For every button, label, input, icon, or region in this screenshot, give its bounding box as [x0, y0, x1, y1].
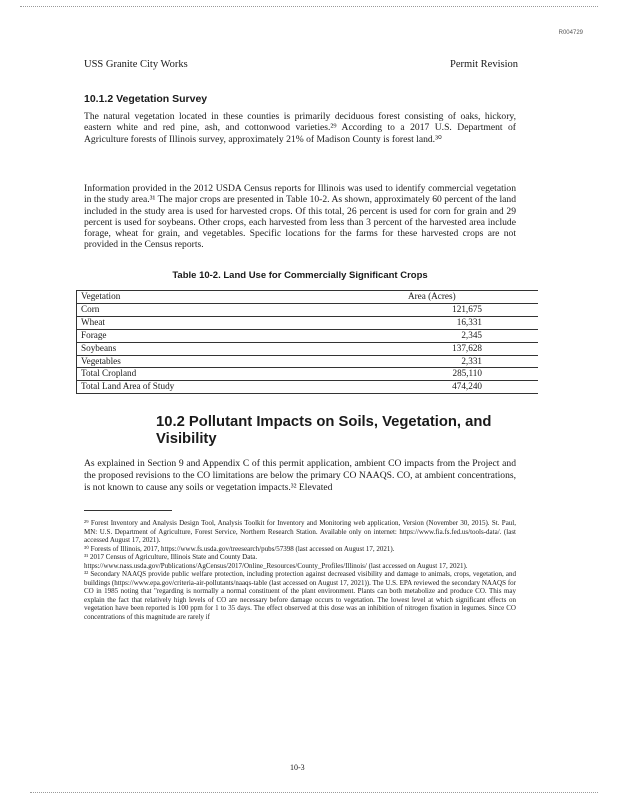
table-row — [77, 303, 539, 316]
table-row — [77, 329, 539, 342]
crop-name: Corn — [77, 303, 322, 316]
crop-area: 16,331 — [322, 316, 538, 329]
table-row — [77, 368, 539, 381]
crop-area: 121,675 — [322, 303, 538, 316]
footnotes — [84, 519, 516, 622]
top-dotted-edge — [20, 6, 598, 7]
bottom-dotted-edge — [30, 792, 598, 793]
crop-area: 285,110 — [322, 368, 538, 381]
table-title: Table 10-2. Land Use for Commercially Significant Crops — [172, 270, 428, 281]
crop-name: Total Land Area of Study — [77, 381, 322, 394]
crop-name: Total Cropland — [77, 368, 322, 381]
crop-name: Soybeans — [77, 342, 322, 355]
crop-name: Vegetables — [77, 355, 322, 368]
crop-area: 137,628 — [322, 342, 538, 355]
section-heading: 10.2 Pollutant Impacts on Soils, Vegetation, and Visibility — [156, 414, 492, 447]
page-number: 10-3 — [290, 763, 305, 772]
table-row — [77, 316, 539, 329]
table-row — [77, 381, 539, 394]
header-doc-type: Permit Revision — [450, 59, 518, 70]
column-header-area: Area (Acres) — [322, 291, 538, 304]
crop-area: 2,345 — [322, 329, 538, 342]
header-company: USS Granite City Works — [84, 59, 188, 70]
subsection-heading: 10.1.2 Vegetation Survey — [84, 93, 208, 105]
land-use-table — [76, 290, 538, 394]
table-header-row — [77, 291, 539, 304]
census-paragraph: Information provided in the 2012 USDA Census reports for Illinois was used to identify commercial vegetation in the study area.³¹ The major crops are presented in Table 10-2. As shown, approximately 60 percent of the land included in the study area is used for harvested crops. Of this total, 26 percent is used for corn for grain and 29 percent is used for soybeans. Other crops, each harvested from less than 3 percent of the harvested area include forage, wheat for grain, and vegetables. Specific locations for the farms for these harvested crops are not provided in the Census reports. — [84, 183, 516, 251]
bates-number: R004729 — [558, 30, 583, 36]
footnote-30: ³⁰ Forests of Illinois, 2017, https://www.fs.usda.gov/treesearch/pubs/57398 (last accessed on August 17, 2021). — [84, 544, 395, 553]
crop-name: Wheat — [77, 316, 322, 329]
crop-area: 474,240 — [322, 381, 538, 394]
table-row — [77, 355, 539, 368]
footnote-31-link[interactable]: https://www.nass.usda.gov/Publications/AgCensus/2017/Online_Resources/County_Profiles/Illinois/ (last accessed on August 17, 2021). — [84, 561, 468, 570]
footnote-29: ²⁹ Forest Inventory and Analysis Design Tool, Analysis Toolkit for Inventory and Monitoring web application, Version (November 30, 2015). St. Paul, MN: U.S. Department of Agriculture, Forest Service, Northern Research Station. Available only on internet: https://www.fia.fs.fed.us/tools-data/. (last accessed August 17, 2021). — [84, 519, 516, 545]
table-row — [77, 342, 539, 355]
footnote-31: ³¹ 2017 Census of Agriculture, Illinois State and County Data. — [84, 553, 258, 562]
footnote-32: ³² Secondary NAAQS provide public welfare protection, including protection against decreased visibility and damage to animals, crops, vegetation, and buildings (https://www.epa.gov/criteria-air-pollutants/naaqs-table (last accessed on August 17, 2021)). The U.S. EPA reviewed the secondary NAAQS for CO in 1985 noting that "regarding is normally a normal constituent of the plant environment. Plants can both metabolize and produce CO. This may explain the fact that relatively high levels of CO are necessary before damage occurs to vegetation. The lowest level at which significant effects on vegetation have been reported is 100 ppm for 1 to 35 days. The effect observed at this dose was an inhibition of nitrogen fixation in legumes. Since CO concentrations of this magnitude are rarely if — [84, 570, 516, 622]
vegetation-survey-paragraph: The natural vegetation located in these counties is primarily deciduous forest consisting of oaks, hickory, eastern white and red pine, ash, and cottonwood varieties.²⁹ According to a 2017 U.S. Department of Agriculture forests of Illinois survey, approximately 21% of Madison County is forest land.³⁰ — [84, 111, 516, 145]
column-header-vegetation: Vegetation — [77, 291, 322, 304]
crop-area: 2,331 — [322, 355, 538, 368]
impacts-paragraph: As explained in Section 9 and Appendix C of this permit application, ambient CO impacts from the Project and the proposed revisions to the CO limitations are below the primary CO NAAQS. CO, at ambient concentrations, is not known to cause any soils or vegetation impacts.³² Elevated — [84, 458, 516, 493]
footnote-separator — [84, 510, 172, 511]
crop-name: Forage — [77, 329, 322, 342]
